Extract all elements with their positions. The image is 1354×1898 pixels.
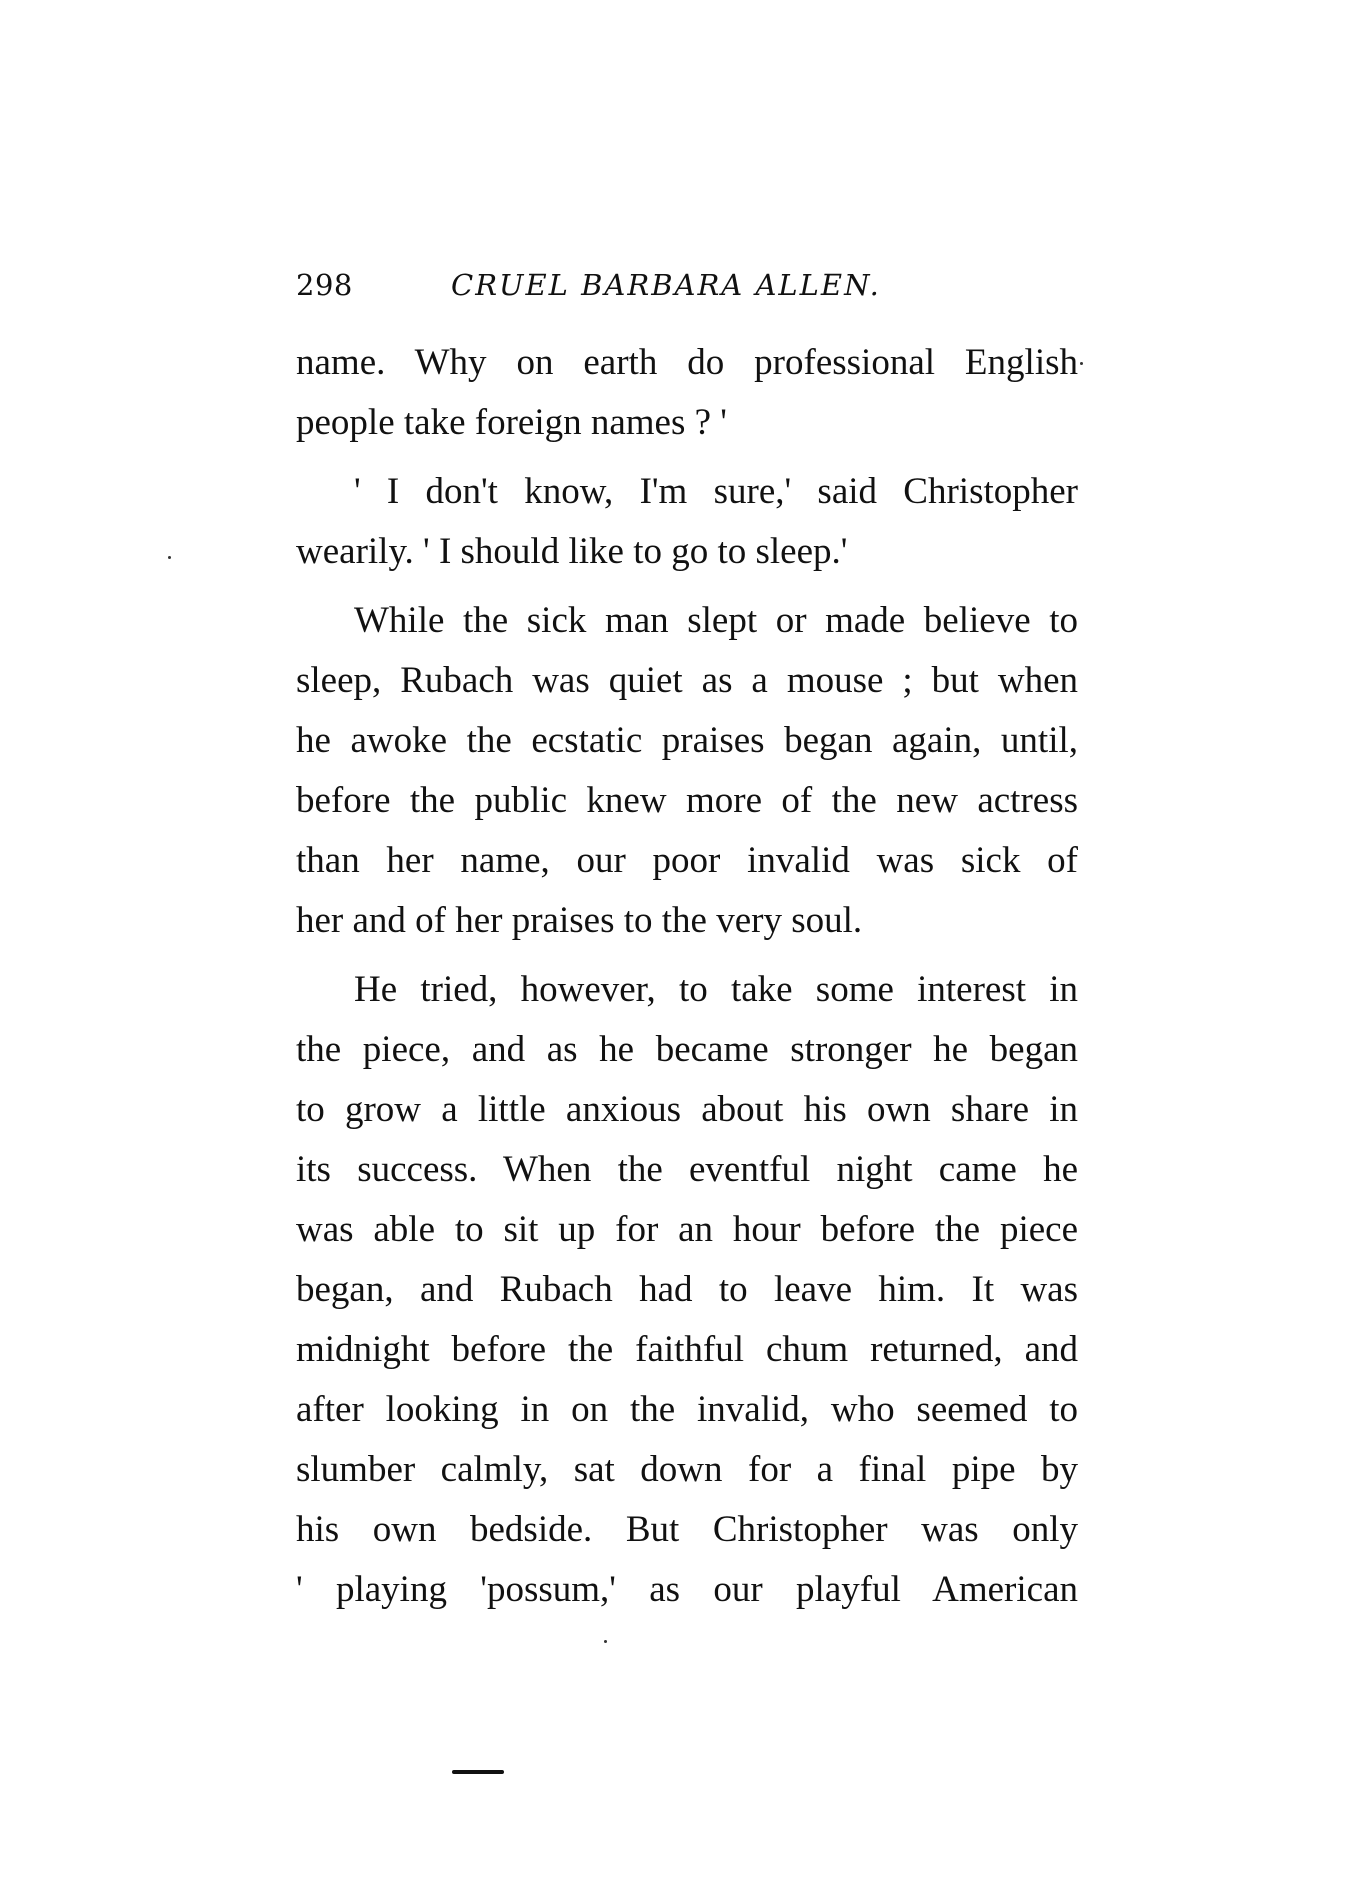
text-line: He tried, however, to take some interest in	[354, 969, 1078, 1010]
text-line: sleep, Rubach was quiet as a mouse ; but when	[296, 660, 1078, 701]
text-line: midnight before the faithful chum returned, and	[296, 1329, 1078, 1370]
text-line: the piece, and as he became stronger he began	[296, 1029, 1078, 1070]
page-number: 298	[296, 268, 353, 302]
text-line: slumber calmly, sat down for a final pipe by	[296, 1449, 1078, 1490]
text-line: ' I don't know, I'm sure,' said Christopher	[354, 471, 1078, 512]
text-line: wearily. ' I should like to go to sleep.'	[296, 531, 848, 572]
body-text	[296, 333, 1078, 1620]
text-line: While the sick man slept or made believe to	[354, 600, 1078, 641]
running-title: CRUEL BARBARA ALLEN.	[451, 268, 881, 302]
text-line: than her name, our poor invalid was sick of	[296, 840, 1078, 881]
text-line: name. Why on earth do professional English	[296, 342, 1078, 383]
text-line: her and of her praises to the very soul.	[296, 900, 863, 941]
scan-speck	[168, 556, 171, 559]
text-line: began, and Rubach had to leave him. It was	[296, 1269, 1078, 1310]
footer-dash	[452, 1770, 504, 1774]
text-line: its success. When the eventful night came he	[296, 1149, 1078, 1190]
text-line: ' playing 'possum,' as our playful American	[296, 1569, 1078, 1610]
page-header	[296, 268, 1076, 308]
scan-speck	[1080, 362, 1083, 365]
text-line: people take foreign names ? '	[296, 402, 727, 443]
text-line: he awoke the ecstatic praises began again, until,	[296, 720, 1078, 761]
text-line: was able to sit up for an hour before the piece	[296, 1209, 1078, 1250]
text-line: after looking in on the invalid, who seemed to	[296, 1389, 1078, 1430]
text-line: his own bedside. But Christopher was only	[296, 1509, 1078, 1550]
text-line: before the public knew more of the new actress	[296, 780, 1078, 821]
text-line: to grow a little anxious about his own share in	[296, 1089, 1078, 1130]
scan-speck	[604, 1640, 607, 1643]
